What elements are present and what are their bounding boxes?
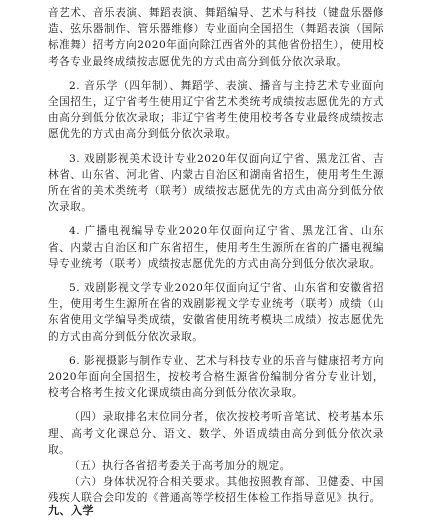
paragraph-continuation: 音艺术、音乐表演、舞蹈表演、舞蹈编导、艺术与科技（键盘乐器修造、弦乐器制作、管乐器维修）专业面向全国招生（舞蹈表演（国际标准舞）招考方向2020年面向除江西省外的其他省份招生），使用校考各专业最终成绩按志愿优先的方式由高分到低分依次录取。 bbox=[48, 7, 384, 68]
paragraph-item-6: 6. 影视摄影与制作专业、艺术与科技专业的乐音与健康招考方向2020年面向全国招生，按校考合格生源省份编制分省分专业计划，校考合格考生按文化课成绩由高分到低分依次录取。 bbox=[48, 354, 384, 400]
paragraph-item-4: 4. 广播电视编导专业2020年仅面向辽宁省、黑龙江省、山东省、内蒙古自治区和广东省招生，使用考生生源所在省的广播电视编导专业统考（联考）成绩按志愿优先的方式由高分到低分依次录取。 bbox=[48, 225, 384, 270]
paragraph-section-5: （五）执行各省招考委关于高考加分的规定。 bbox=[69, 460, 291, 473]
paragraph-item-3: 3. 戏剧影视美术设计专业2020年仅面向辽宁省、黑龙江省、吉林省、山东省、河北省、内蒙古自治区和湖南省招生，使用考生生源所在省的美术类统考（联考）成绩按志愿优先的方式由高分到低分依次录取。 bbox=[48, 152, 384, 214]
section-heading: 九、入学 bbox=[48, 504, 94, 517]
paragraph-item-2: 2. 音乐学（四年制）、舞蹈学、表演、播音与主持艺术专业面向全国招生，辽宁省考生使用辽宁省艺术类统考成绩按志愿优先的方式由高分到低分依次录取；非辽宁省考生使用校考各专业最终成绩按志愿优先的方式由高分到低分依次录取。 bbox=[48, 79, 384, 141]
paragraph-item-5: 5. 戏剧影视文学专业2020年仅面向辽宁省、山东省和安徽省招生，使用考生生源所在省的戏剧影视文学专业统考（联考）成绩（山东省使用文学编导类成绩，安徽省使用统考模块二成绩）按志愿优先的方式由高分到低分依次录取。 bbox=[48, 282, 384, 343]
paragraph-section-4: （四）录取排名末位同分者，依次按校考听音笔试、校考基本乐理、高考文化课总分、语文、数学、外语成绩由高分到低分依次录取。 bbox=[48, 411, 384, 456]
paragraph-section-6: （六）身体状况符合相关要求。其他按照教育部、卫健委、中国残疾人联合会印发的《普通高等学校招生体检工作指导意见》执行。 bbox=[48, 476, 384, 505]
